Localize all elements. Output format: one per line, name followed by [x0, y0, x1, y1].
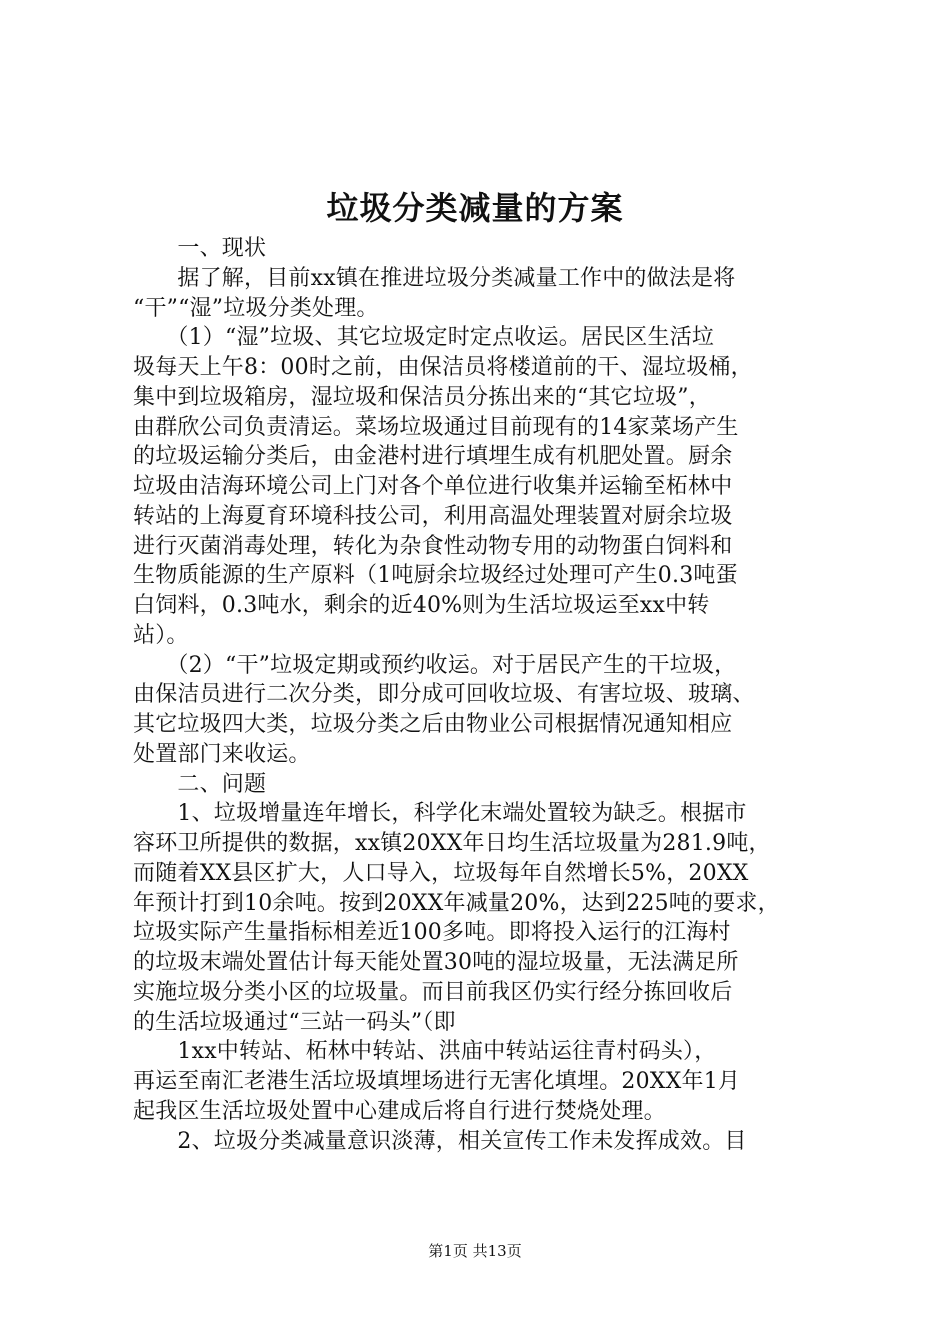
document-title: 垃圾分类减量的方案: [326, 189, 624, 227]
text-line: 的垃圾末端处置估计每天能处置30吨的湿垃圾量，无法满足所: [133, 950, 739, 975]
text-line: 进行灭菌消毒处理，转化为杂食性动物专用的动物蛋白饲料和: [133, 533, 733, 559]
text-line: 集中到垃圾箱房，湿垃圾和保洁员分拣出来的“其它垃圾”，: [133, 384, 711, 410]
text-line: 而随着XX县区扩大，人口导入，垃圾每年自然增长5%，20XX: [133, 860, 749, 886]
document-body: [133, 234, 833, 1156]
text-line: 的生活垃圾通过“三站一码头”（即: [133, 1009, 456, 1035]
text-line: 实施垃圾分类小区的垃圾量。而目前我区仍实行经分拣回收后: [133, 979, 733, 1005]
text-line: 转站的上海夏育环境科技公司，利用高温处理装置对厨余垃圾: [133, 503, 733, 529]
text-line: 起我区生活垃圾处置中心建成后将自行进行焚烧处理。: [133, 1098, 666, 1124]
text-line: 垃圾由洁海环境公司上门对各个单位进行收集并运输至柘林中: [133, 474, 733, 499]
text-line: 二、问题: [133, 771, 267, 797]
text-line: （2）“干”垃圾定期或预约收运。对于居民产生的干垃圾，: [133, 652, 737, 678]
text-line: 1、垃圾增量连年增长，科学化末端处置较为缺乏。根据市: [133, 801, 747, 827]
text-line: 圾每天上午8：00时之前，由保洁员将楼道前的干、湿垃圾桶，: [133, 355, 753, 380]
text-line: 1xx中转站、柘林中转站、洪庙中转站运往青村码头），: [133, 1039, 717, 1065]
text-line: 2、垃圾分类减量意识淡薄，相关宣传工作未发挥成效。目: [133, 1128, 747, 1154]
text-line: 站）。: [133, 622, 189, 648]
text-line: 年预计打到10余吨。按到20XX年减量20%，达到225吨的要求，: [133, 890, 780, 916]
text-line: 由保洁员进行二次分类，即分成可回收垃圾、有害垃圾、玻璃、: [133, 682, 755, 708]
text-line: 由群欣公司负责清运。菜场垃圾通过目前现有的14家菜场产生: [133, 414, 739, 440]
text-line: 生物质能源的生产原料（1吨厨余垃圾经过处理可产生0.3吨蛋: [133, 563, 738, 589]
page-number-footer: 第1页 共13页: [428, 1242, 522, 1260]
text-line: 一、现状: [133, 236, 267, 261]
text-line: 容环卫所提供的数据，xx镇20XX年日均生活垃圾量为281.9吨，: [133, 831, 771, 856]
text-line: “干”“湿”垃圾分类处理。: [133, 295, 379, 321]
text-line: 的垃圾运输分类后，由金港村进行填埋生成有机肥处置。厨余: [133, 444, 733, 470]
text-line: 白饲料，0.3吨水，剩余的近40%则为生活垃圾运至xx中转: [133, 593, 710, 618]
text-line: 据了解，目前xx镇在推进垃圾分类减量工作中的做法是将: [133, 265, 736, 291]
text-line: 其它垃圾四大类，垃圾分类之后由物业公司根据情况通知相应: [133, 712, 733, 737]
text-line: 处置部门来收运。: [133, 741, 311, 767]
text-line: （1）“湿”垃圾、其它垃圾定时定点收运。居民区生活垃: [133, 325, 715, 351]
text-line: 再运至南汇老港生活垃圾填埋场进行无害化填埋。20XX年1月: [133, 1069, 741, 1094]
text-line: 垃圾实际产生量指标相差近100多吨。即将投入运行的江海村: [133, 920, 731, 946]
